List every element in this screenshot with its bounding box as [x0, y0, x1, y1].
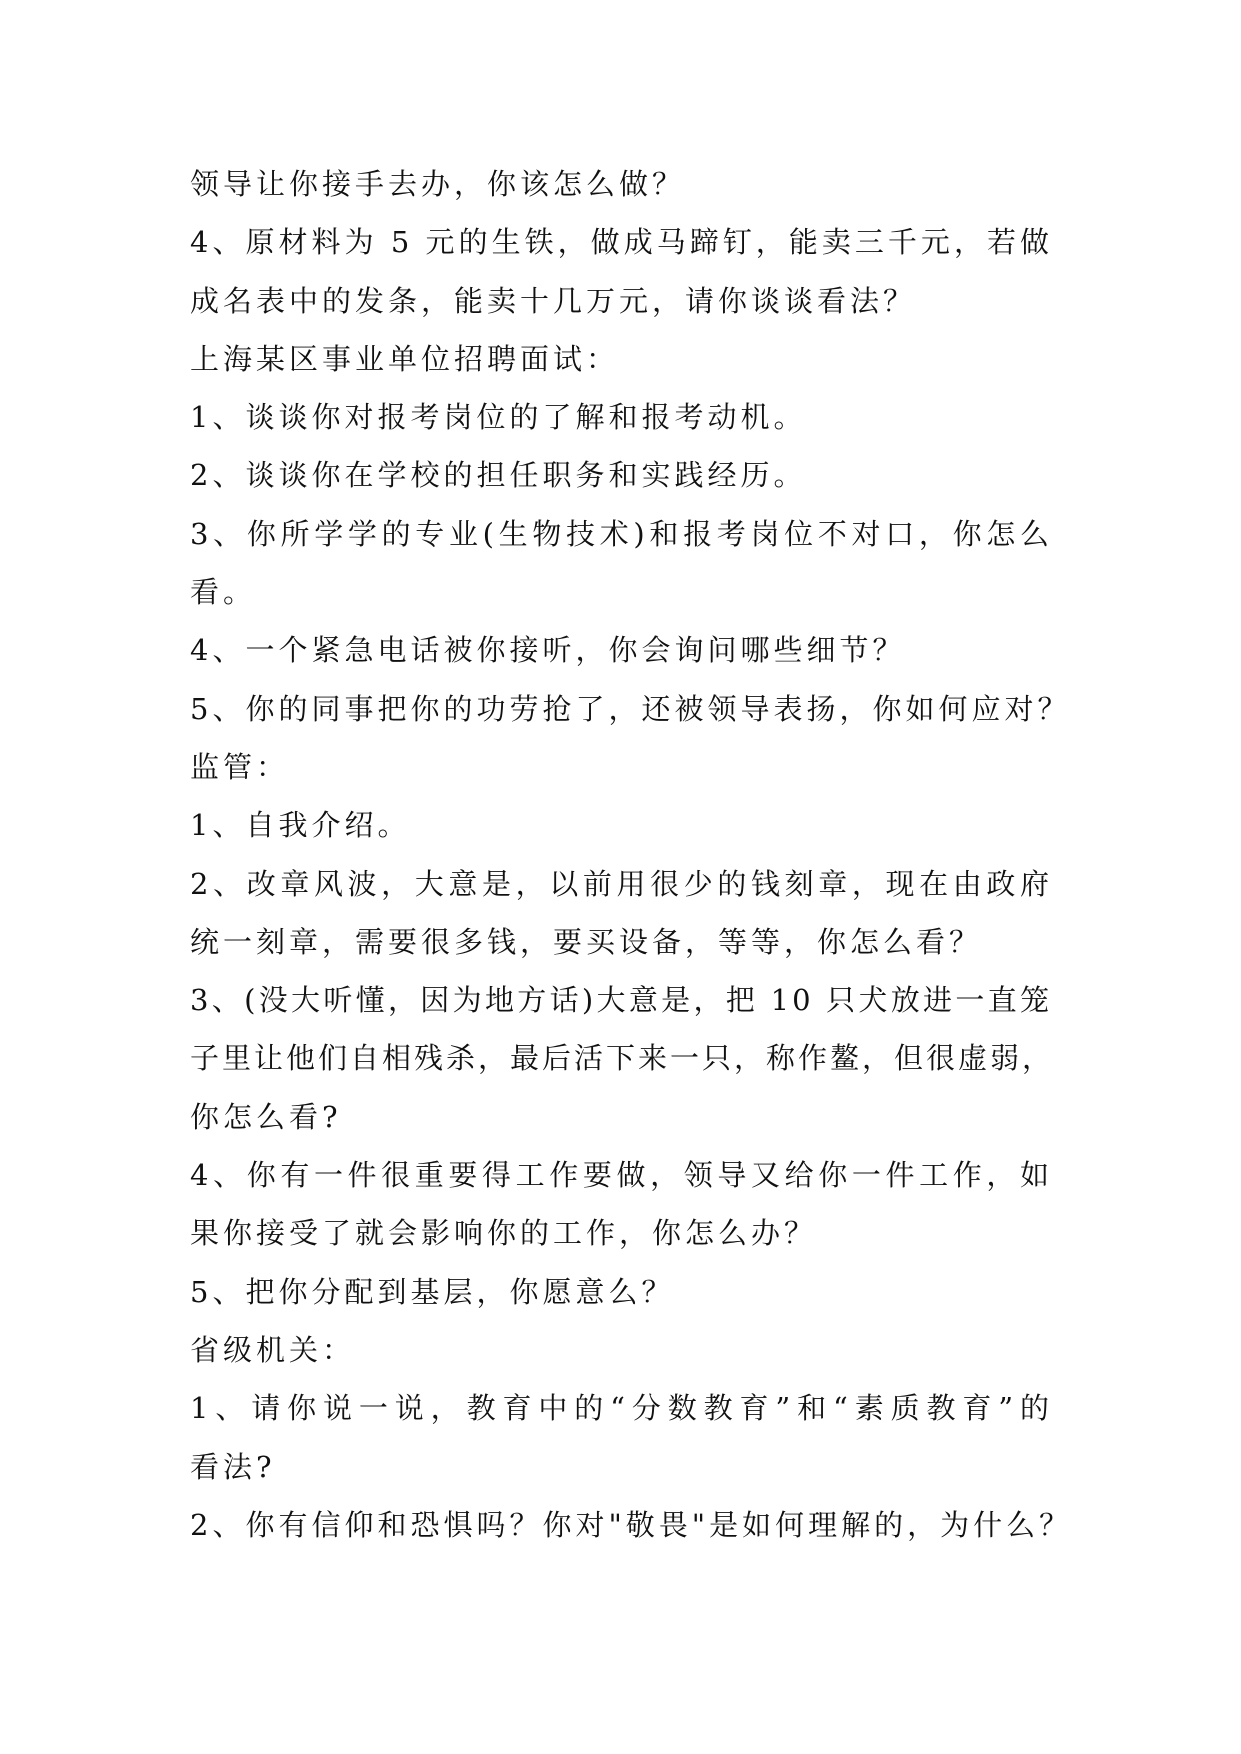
section-heading: [190, 1321, 1052, 1379]
question-item: [190, 1146, 1052, 1263]
question-item: [190, 621, 1052, 679]
text-line: 2、改章风波，大意是，以前用很少的钱刻章，现在由政府: [190, 866, 1052, 901]
text-line: 3、你所学学的专业(生物技术)和报考岗位不对口，你怎么: [190, 516, 1052, 551]
text-line: 4、一个紧急电话被你接听，你会询问哪些细节？: [190, 633, 906, 668]
question-item: [190, 1379, 1052, 1496]
question-item: [190, 1496, 1073, 1554]
paragraph-continuation: [190, 155, 1052, 213]
text-line: 1、谈谈你对报考岗位的了解和报考动机。: [190, 400, 807, 435]
text-line: 4、原材料为 5 元的生铁，做成马蹄钉，能卖三千元，若做: [190, 225, 1052, 260]
text-line: 1、请你说一说，教育中的“分数教育”和“素质教育”的: [190, 1391, 1052, 1426]
question-item: [190, 505, 1052, 622]
text-line: 2、你有信仰和恐惧吗？你对"敬畏"是如何理解的，为什么？: [190, 1507, 1073, 1542]
text-line: 你怎么看?: [190, 1099, 342, 1134]
question-item: [190, 971, 1055, 1146]
text-line: 4、你有一件很重要得工作要做，领导又给你一件工作，如: [190, 1158, 1052, 1193]
question-item: [190, 855, 1052, 972]
text-line: 5、你的同事把你的功劳抢了，还被领导表扬，你如何应对？: [190, 691, 1071, 726]
text-line: 5、把你分配到基层，你愿意么？: [190, 1274, 675, 1309]
question-item: [190, 446, 1052, 504]
section-heading: [190, 330, 1052, 388]
text-line: 3、(没大听懂，因为地方话)大意是，把 10 只犬放进一直笼: [190, 983, 1052, 1018]
text-line: 2、谈谈你在学校的担任职务和实践经历。: [190, 458, 807, 493]
text-line: 上海某区事业单位招聘面试：: [190, 341, 620, 376]
section-heading: [190, 738, 1052, 796]
text-line: 省级机关：: [190, 1332, 356, 1367]
text-line: 领导让你接手去办，你该怎么做？: [190, 167, 686, 201]
question-item: [190, 680, 1071, 738]
text-line: 看。: [190, 575, 257, 610]
question-item: [190, 213, 1052, 330]
question-item: [190, 796, 1052, 854]
question-item: [190, 1263, 1052, 1321]
question-item: [190, 388, 1052, 446]
text-line: 监管：: [190, 749, 290, 784]
document-body: [190, 155, 1073, 1554]
text-line: 统一刻章，需要很多钱，要买设备，等等，你怎么看？: [190, 924, 983, 959]
text-line: 看法?: [190, 1449, 276, 1484]
text-line: 1、自我介绍。: [190, 808, 411, 843]
text-line: 子里让他们自相残杀，最后活下来一只，称作鳌，但很虚弱，: [190, 1041, 1055, 1076]
text-line: 果你接受了就会影响你的工作，你怎么办？: [190, 1216, 818, 1251]
text-line: 成名表中的发条，能卖十几万元，请你谈谈看法？: [190, 283, 917, 318]
